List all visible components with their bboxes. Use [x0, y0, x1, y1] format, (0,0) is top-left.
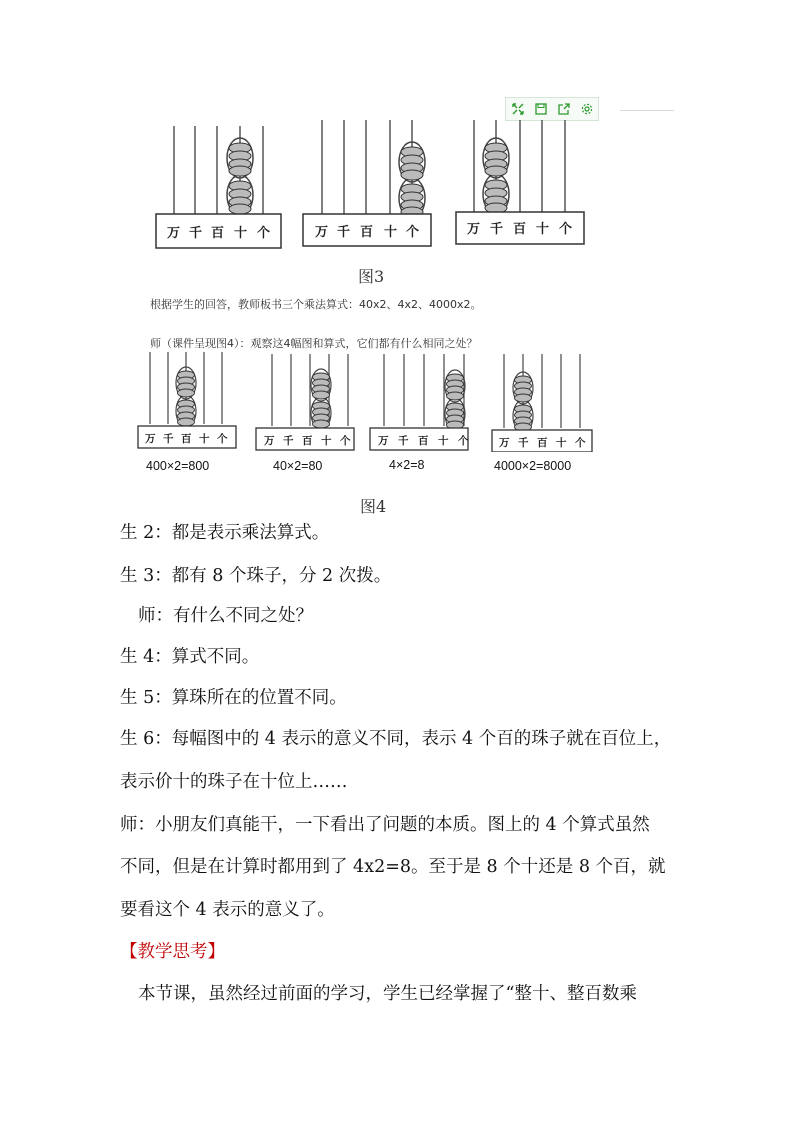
fig4-a1-label-qian: 千 [163, 433, 174, 445]
fig4-a2-label-wan: 万 [264, 435, 275, 447]
fig3-a3-label-wan: 万 [467, 222, 481, 237]
fig3-a1-label-wan: 万 [167, 226, 181, 241]
dialogue-line-9: 不同，但是在计算时都用到了 4x2=8。至于是 8 个十还是 8 个百，就 [120, 857, 666, 877]
fig3-a1-label-bai: 百 [211, 226, 225, 241]
fig4-a4-label-ge: 个 [575, 437, 586, 449]
fig3-a3-label-qian: 千 [490, 222, 504, 237]
settings-icon[interactable] [580, 102, 594, 116]
figure3-caption: 图3 [358, 267, 385, 286]
equation-4: 4000×2=8000 [494, 459, 572, 473]
share-icon[interactable] [557, 102, 571, 116]
fig4-a4-label-qian: 千 [518, 437, 529, 449]
fig3-a3-label-shi: 十 [536, 222, 550, 237]
fig4-a2-label-bai: 百 [302, 435, 313, 447]
fig3-a1-label-qian: 千 [189, 226, 203, 241]
fig3-a3-label-ge: 个 [559, 222, 573, 237]
dialogue-line-8: 师：小朋友们真能干，一下看出了问题的本质。图上的 4 个算式虽然 [120, 815, 650, 835]
equation-2: 40×2=80 [273, 459, 323, 473]
dialogue-line-1: 生 2：都是表示乘法算式。 [120, 523, 330, 543]
fig4-a4-label-shi: 十 [556, 437, 567, 449]
dialogue-line-3: 师：有什么不同之处？ [138, 606, 313, 626]
fig3-a2-label-wan: 万 [315, 225, 329, 240]
expand-icon[interactable] [511, 102, 525, 116]
dialogue-line-4: 生 4：算式不同。 [120, 647, 260, 667]
fig4-a3-label-qian: 千 [398, 435, 409, 447]
dialogue-line-10: 要看这个 4 表示的意义了。 [120, 900, 335, 920]
dialogue-line-6: 生 6：每幅图中的 4 表示的意义不同，表示 4 个百的珠子就在百位上， [120, 729, 672, 749]
fig3-a1-label-shi: 十 [234, 226, 248, 241]
fig3-a1-label-ge: 个 [257, 226, 271, 241]
closing-line: 本节课，虽然经过前面的学习，学生已经掌握了“整十、整百数乘 [138, 984, 637, 1004]
fig4-a2-label-qian: 千 [283, 435, 294, 447]
fig4-a1-label-wan: 万 [145, 433, 156, 445]
fig4-a3-label-shi: 十 [438, 435, 449, 447]
fig3-a2-label-shi: 十 [384, 225, 398, 240]
note-line-2: 师（课件呈现图4）：观察这4幅图和算式，它们都有什么相同之处？ [150, 337, 478, 350]
fig4-a2-label-ge: 个 [340, 435, 351, 447]
fig3-a2-label-ge: 个 [406, 225, 420, 240]
fig4-a2-label-shi: 十 [321, 435, 332, 447]
fig4-a3-label-bai: 百 [418, 435, 429, 447]
figure3-abacus-images [150, 118, 595, 257]
fig4-a4-label-bai: 百 [537, 437, 548, 449]
fig4-a3-label-ge: 个 [458, 435, 469, 447]
dialogue-line-7: 表示价十的珠子在十位上…… [120, 772, 348, 792]
dialogue-line-2: 生 3：都有 8 个珠子，分 2 次拨。 [120, 566, 392, 586]
figure4-abacus-images [136, 352, 596, 456]
equation-3: 4×2=8 [389, 458, 425, 472]
equation-1: 400×2=800 [146, 459, 210, 473]
fig4-a1-label-ge: 个 [217, 433, 228, 445]
note-line-1: 根据学生的回答，教师板书三个乘法算式：40x2、4x2、4000x2。 [150, 298, 482, 311]
fig3-a3-label-bai: 百 [513, 222, 527, 237]
fig3-a2-label-qian: 千 [337, 225, 351, 240]
figure4-caption: 图4 [360, 497, 387, 516]
fig4-a3-label-wan: 万 [378, 435, 389, 447]
save-icon[interactable] [534, 102, 548, 116]
fig3-a2-label-bai: 百 [360, 225, 374, 240]
fig4-a4-label-wan: 万 [499, 437, 510, 449]
section-heading: 【教学思考】 [120, 942, 225, 962]
divider [620, 110, 674, 111]
fig4-a1-label-shi: 十 [199, 433, 210, 445]
dialogue-line-5: 生 5：算珠所在的位置不同。 [120, 688, 347, 708]
fig4-a1-label-bai: 百 [181, 433, 192, 445]
